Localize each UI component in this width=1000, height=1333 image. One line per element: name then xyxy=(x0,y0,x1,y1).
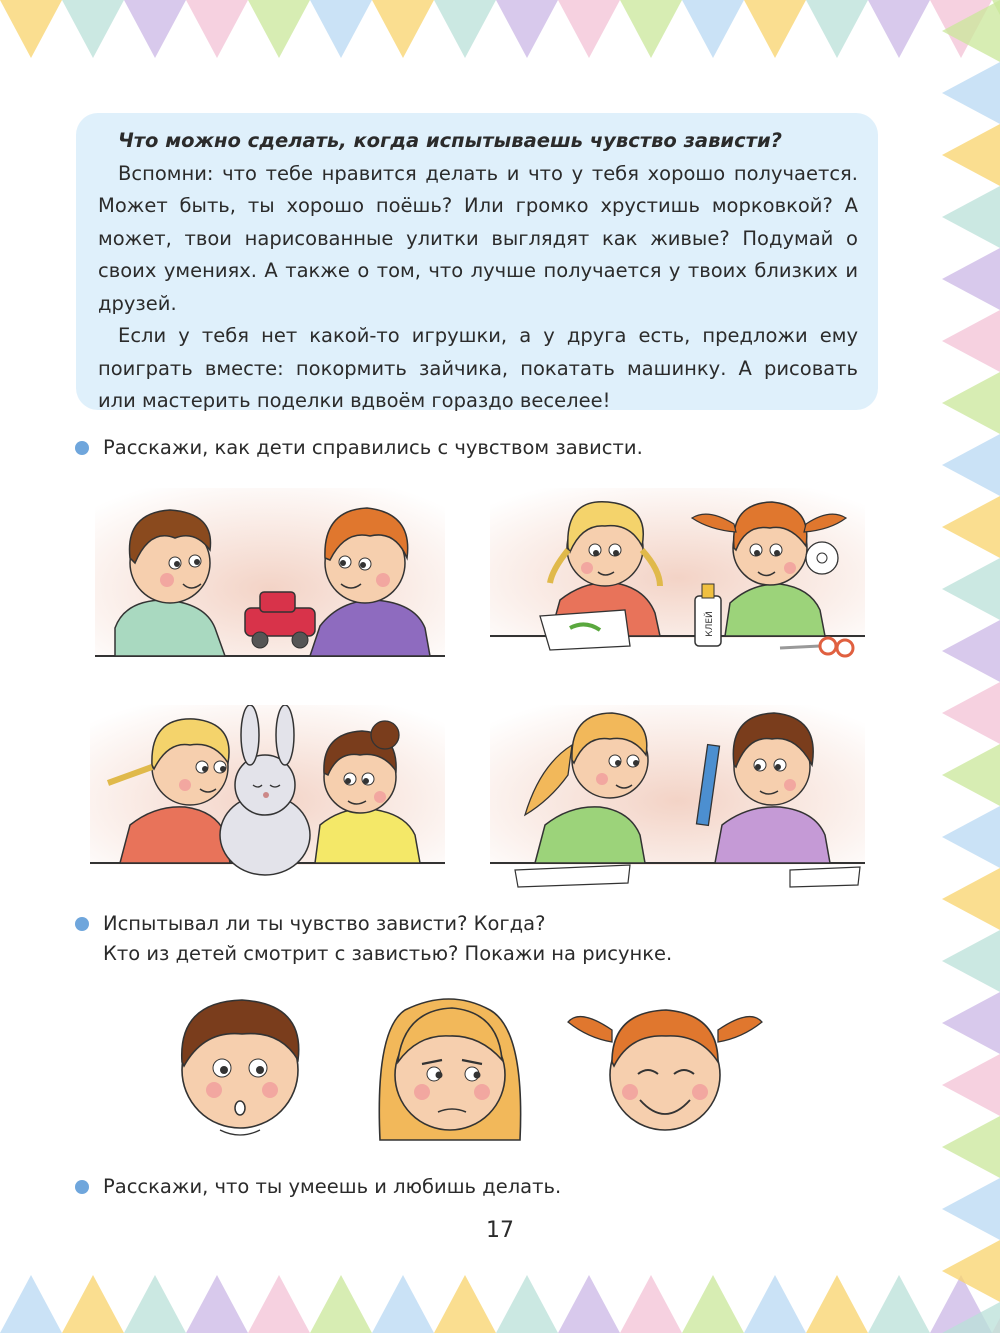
info-paragraph-2: Если у тебя нет какой-то игрушки, а у друга есть, предложи ему поиграть вместе: покормить зайчика, покатать машинку. А рисовать или мастерить поделки вдвоём гораздо веселее! xyxy=(98,324,858,412)
task-1 xyxy=(75,433,895,463)
bullet-dot xyxy=(75,1180,89,1194)
task-2 xyxy=(75,909,895,969)
face-envious-girl xyxy=(379,999,520,1140)
task-1-text: Расскажи, как дети справились с чувством зависти. xyxy=(103,436,643,459)
info-question: Что можно сделать, когда испытываешь чувство зависти? xyxy=(118,129,782,152)
illustration-boys-car xyxy=(95,488,445,663)
page-number: 17 xyxy=(486,1218,514,1243)
illustration-girls-crafts xyxy=(490,488,865,668)
task-2-line-2: Кто из детей смотрит с завистью? Покажи на рисунке. xyxy=(103,942,673,965)
glue-label: КЛЕЙ xyxy=(705,611,715,637)
info-box xyxy=(76,113,878,410)
illustration-girls-bunny xyxy=(90,705,445,885)
illustration-girls-drawing xyxy=(490,705,865,890)
face-surprised-boy xyxy=(182,1000,299,1135)
task-3-text: Расскажи, что ты умеешь и любишь делать. xyxy=(103,1175,562,1198)
face-happy-girl xyxy=(568,1010,762,1130)
bullet-dot xyxy=(75,917,89,931)
task-3 xyxy=(75,1172,895,1202)
bullet-dot xyxy=(75,441,89,455)
task-2-line-1: Испытывал ли ты чувство зависти? Когда? xyxy=(103,912,546,935)
info-paragraph-1: Вспомни: что тебе нравится делать и что у тебя хорошо получается. Может быть, ты хорошо поёшь? Или громко хрустишь морковкой? А может, твои нарисованные улитки выглядят как живые? Подумай о своих умениях. А также о том, что лучше получается у твоих близких и друзей. xyxy=(98,161,858,315)
faces-row xyxy=(160,990,860,1145)
